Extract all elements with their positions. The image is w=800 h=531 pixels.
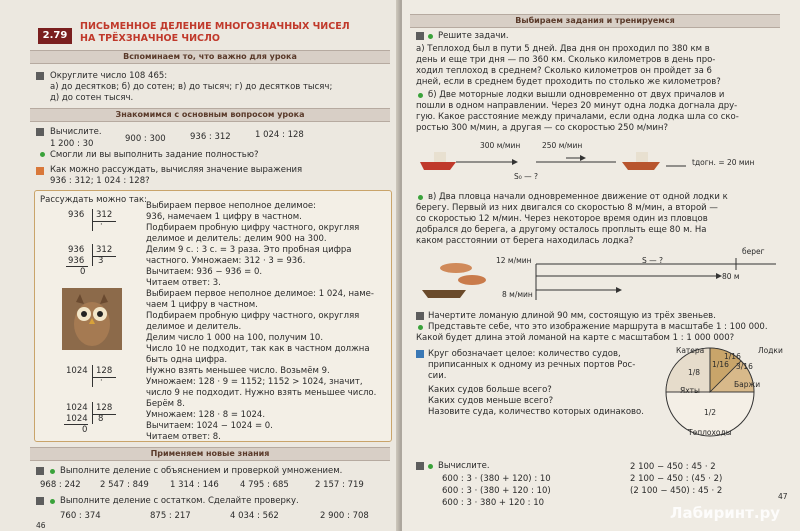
compute-right-expr: 2 100 − 450 : 45 · 2 [630,462,716,472]
swimmer-speed1: 12 м/мин [496,256,532,265]
boat-speed2: 250 м/мин [542,141,583,150]
div2-bracket [92,365,93,387]
compute-left-expr: 600 : 3 · (380 + 120) : 10 [442,474,551,484]
task-b-line: гую. Какое расстояние между причалами, если одна лодка шла со ско- [416,112,739,122]
green-dot-icon [40,152,45,157]
apply1-expr: 4 795 : 685 [240,480,289,490]
reason-text-line: Вычитаем: 1024 − 1024 = 0. [146,421,273,431]
div2b-rem: 0 [82,425,88,435]
div1b-dividend: 936 [68,245,85,255]
swimmer-speed2: 8 м/мин [502,290,533,299]
div2b-bar [92,414,116,415]
div1b-sub: 936 [68,256,85,266]
div2b-bracket [92,402,93,424]
green-dot-icon [428,464,433,469]
section-band-train: Выбираем задания и тренируемся [410,14,780,28]
reason-text-line: чаем 1 цифру в частном. [146,300,258,310]
section-band-apply: Применяем новые знания [30,447,390,461]
task-a-line: ходил теплоход в среднем? Сколько километров он пройдет за 6 [416,66,712,76]
pie-label-barzhi: Баржи [734,380,761,389]
reason-text-line: Выбираем первое неполное делимое: 1 024, наме- [146,289,374,299]
compute-expr-3: 936 : 312 [190,132,231,142]
apply1-expr: 2 157 : 719 [315,480,364,490]
section-band-main: Знакомимся с основным вопросом урока [30,108,390,122]
pie-label-katera: Катера [676,346,705,355]
circle-task-line: Круг обозначает целое: количество судов, [428,349,621,359]
reason-text-line: Берём 8. [146,399,185,409]
section-band-recall: Вспоминаем то, что важно для урока [30,50,390,64]
solve-label: Решите задачи. [438,31,509,41]
div1-dividend: 936 [68,210,85,220]
round-line3: д) до сотен тысяч. [50,93,134,103]
reason-text-line: Подбираем пробную цифру частного, округляя [146,311,360,321]
div2-bar [92,377,116,378]
reason-text-line: делимое и делитель: делим 900 на 300. [146,234,327,244]
reason-text-line: Делим 9 с. : 3 с. = 3 раза. Это пробная цифра [146,245,352,255]
pie-frac-1-2: 1/2 [704,408,717,417]
task-marker-icon [36,72,44,80]
swimmer-s: S — ? [642,256,664,265]
compute-left-expr: 600 : 3 · (380 + 120 : 10) [442,486,551,496]
shore-label: берег [742,247,765,256]
div1b-bracket [92,244,93,266]
task-c-line: со скоростью 12 м/мин. Через некоторое время один из пловцов [416,214,708,224]
reason-text-line: 936, намечаем 1 цифру в частном. [146,212,302,222]
reason-text-line: число 9 не подходит. Нужно взять меньшее число. [146,388,377,398]
question-marker-icon [36,167,44,175]
green-dot-icon [418,93,423,98]
reason-text-line: частного. Умножаем: 312 · 3 = 936. [146,256,306,266]
task-marker-blue-icon [416,350,424,358]
div2b-dividend: 1024 [66,403,88,413]
reason-text-line: Делим число 1 000 на 100, получим 10. [146,333,324,343]
check-line: Смогли ли вы выполнить задание полностью? [50,150,259,160]
reason-text-line: Число 10 не подходит, так как в частном должна [146,344,370,354]
div2-dot: · [100,376,103,386]
compute-label: Вычислите. [50,127,102,137]
div1b-bar [92,256,116,257]
apply1-expr: 1 314 : 146 [170,480,219,490]
task-a-line: а) Теплоход был в пути 5 дней. Два дня он проходил по 380 км в [416,44,710,54]
compute-expr-4: 1 024 : 128 [255,130,304,140]
reason-line2: 936 : 312; 1 024 : 128? [50,176,150,186]
pie-frac-1-16a: 1/16 [712,360,729,369]
lesson-number: 2.79 [38,28,72,44]
motorboat-1-illustration [420,152,456,170]
task-c-line: каком расстоянии от берега находилась лодка? [416,236,634,246]
boat-s0: S₀ — ? [514,172,539,181]
div2b-divisor: 128 [96,403,113,413]
page-number-left: 46 [36,521,46,530]
lesson-title-line1: ПИСЬМЕННОЕ ДЕЛЕНИЕ МНОГОЗНАЧНЫХ ЧИСЕЛ [80,21,350,32]
div1-divisor: 312 [96,210,113,220]
apply1-text: Выполните деление с объяснением и проверкой умножением. [60,466,343,476]
task-b-line: пошли в одном направлении. Через 20 минут одна лодка догнала дру- [416,101,738,111]
ships-pie-chart [664,346,756,438]
compute-right-expr: 2 100 − 450 : (45 · 2) [630,474,723,484]
div2b-quotient: 8 [98,414,104,424]
div1-dot: · [100,220,103,230]
draw-task: Начертите ломаную длиной 90 мм, состоящую из трёх звеньев. [428,311,716,321]
circle-task-line: сии. [428,371,447,381]
reason-text-line: быть одна цифра. [146,355,228,365]
reasoning-intro: Рассуждать можно так: [40,195,148,205]
div2b-sub: 1024 [66,414,88,424]
compute-left-expr: 600 : 3 · 380 + 120 : 10 [442,498,545,508]
div1b-divisor: 312 [96,245,113,255]
circle-task-line: приписанных к одному из речных портов Рос- [428,360,636,370]
circle-task-line: Назовите суда, количество которых одинаково. [428,407,644,417]
pie-frac-1-8: 1/8 [688,368,701,377]
reason-text-line: Читаем ответ: 8. [146,432,221,442]
lesson-title-line2: НА ТРЁХЗНАЧНОЕ ЧИСЛО [80,33,220,44]
swimmers-illustration [440,263,486,285]
apply1-expr: 2 547 : 849 [100,480,149,490]
right-page [402,0,800,531]
task-marker-icon [416,32,424,40]
apply2-expr: 4 034 : 562 [230,511,279,521]
round-line1: Округлите число 108 465: [50,71,168,81]
boat-speed1: 300 м/мин [480,141,521,150]
watermark-text: Лабиринт.ру [670,504,781,522]
rest-label: 80 м [722,272,740,281]
pie-label-yakhty: Яхты [680,386,700,395]
task-c-line: берегу. Первый из них двигался со скоростью 8 м/мин, а второй — [416,203,718,213]
compute-expr-1: 1 200 : 30 [50,139,94,149]
reason-text-line: Выбираем первое неполное делимое: [146,201,317,211]
task-marker-icon [36,467,44,475]
pie-frac-3-16: 3/16 [736,362,753,371]
task-marker-icon [36,497,44,505]
div2-divisor: 128 [96,366,113,376]
reason-text-line: делимое и делитель. [146,322,242,332]
apply2-text: Выполните деление с остатком. Сделайте проверку. [60,496,299,506]
task-a-line: дней, если в среднем будет проходить по столько же километров? [416,77,721,87]
imagine-task2: Какой будет длина этой ломаной на карте с масштабом 1 : 1 000 000? [416,333,735,343]
apply1-expr: 968 : 242 [40,480,81,490]
reason-text-line: Подбираем пробную цифру частного, округляя [146,223,360,233]
task-b-line: б) Две моторные лодки вышли одновременно от двух причалов и [428,90,725,100]
div2-dividend: 1024 [66,366,88,376]
page-number-right: 47 [778,492,788,501]
green-dot-icon [50,499,55,504]
task-c-line: добрался до берега, а другому осталось проплыть еще 80 м. На [416,225,707,235]
green-dot-icon [418,325,423,330]
circle-task-line: Каких судов больше всего? [428,385,552,395]
task-marker-icon [36,128,44,136]
compute-right-expr: (2 100 − 450) : 45 · 2 [630,486,723,496]
task-c-line: в) Два пловца начали одновременное движение от одной лодки к [428,192,728,202]
pie-label-lodki: Лодки [758,346,783,355]
circle-task-line: Каких судов меньше всего? [428,396,554,406]
div1b-rem: 0 [80,267,86,277]
compute-label-right: Вычислите. [438,461,490,471]
rowboat-illustration [422,290,466,298]
green-dot-icon [428,34,433,39]
pie-label-teplokhody: Теплоходы [688,428,732,437]
reason-text-line: Читаем ответ: 3. [146,278,221,288]
task-marker-icon [416,462,424,470]
reason-line1: Как можно рассуждать, вычисляя значение выражения [50,165,303,175]
owl-illustration [62,288,122,350]
reason-text-line: Нужно взять меньшее число. Возьмём 9. [146,366,330,376]
apply2-expr: 760 : 374 [60,511,101,521]
div1-bar [92,221,116,222]
compute-expr-2: 900 : 300 [125,134,166,144]
apply2-expr: 875 : 217 [150,511,191,521]
apply2-expr: 2 900 : 708 [320,511,369,521]
boat-tdogn: tдогн. = 20 мин [692,158,755,167]
div1b-quotient: 3 [98,256,104,266]
task-marker-icon [416,312,424,320]
task-a-line: день и еще три дня — по 360 км. Сколько километров в день про- [416,55,716,65]
reason-text-line: Умножаем: 128 · 9 = 1152; 1152 > 1024, значит, [146,377,363,387]
pie-frac-1-16b: 1/16 [724,352,741,361]
imagine-task1: Представьте себе, что это изображение маршрута в масштабе 1 : 100 000. [428,322,768,332]
reason-text-line: Умножаем: 128 · 8 = 1024. [146,410,266,420]
reason-text-line: Вычитаем: 936 − 936 = 0. [146,267,263,277]
green-dot-icon [50,469,55,474]
task-b-line: ростью 300 м/мин, а другая — со скоростью 250 м/мин? [416,123,668,133]
motorboat-2-illustration [622,152,660,170]
green-dot-icon [418,195,423,200]
div1-bracket [92,209,93,231]
round-line2: а) до десятков; б) до сотен; в) до тысяч; г) до десятков тысяч; [50,82,333,92]
